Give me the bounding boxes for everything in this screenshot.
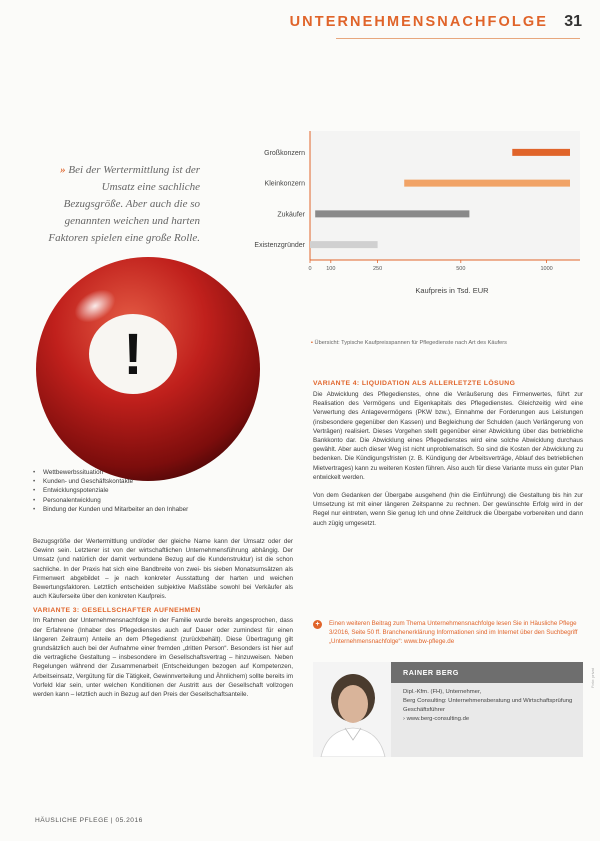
x-tick-label: 1000 (540, 266, 553, 272)
variant3-heading: VARIANTE 3: GESELLSCHAFTER AUFNEHMEN (33, 607, 201, 615)
x-axis-label: Kaufpreis in Tsd. EUR (415, 286, 489, 295)
variant4-paragraph-1: Die Abwicklung des Pflegedienstes, ohne die Veräußerung des Firmenwertes, führt zur Realisation des Vermögens und Eigenkapitals des Pflegedienstes. Gleichzeitig wird eine Verwertung des Anlagevermögens (PKW bzw.), Einnahme der Forderungen aus Leistungen (insbesondere gegenüber den Kassen) und Begleichung der Schulden (auch Verlängerung von Verträgen) realisiert. Dieses Vorgehen stellt gegenüber einer Abwicklung über das betriebliche Bankkonto dar. Die Abwicklung eines Pflegedienstes wird eine solche Abwicklung durchaus gewählt. Aber auch dieser Weg ist nicht unproblematisch. So sind die Kosten der Abwicklung zu bedenken. Die Kündigungsfristen (z. B. Kündigung der Arbeitsverträge, Ablauf des betrieblichen Mietvertrages) kann zu weiteren Kosten führen. Also auch für diese Variante muss ein guter Plan entwickelt werden. (313, 391, 583, 481)
x-tick-label: 250 (373, 266, 383, 272)
list-item: • Personalentwicklung (33, 496, 293, 505)
author-name: RAINER BERG (403, 668, 459, 677)
page-footer: HÄUSLICHE PFLEGE | 05.2016 (35, 817, 143, 824)
category-label: Kleinkonzern (264, 180, 305, 188)
billiard-ball-image (33, 254, 263, 484)
range-bar (512, 149, 570, 156)
photo-credit: Foto: privat (590, 668, 595, 689)
variant4-body (313, 390, 583, 528)
header-divider (336, 38, 580, 39)
category-label: Großkonzern (264, 149, 305, 157)
x-tick-label: 500 (456, 266, 466, 272)
quote-mark: » (60, 164, 66, 176)
range-bar (310, 241, 378, 248)
variant4-heading: VARIANTE 4: LIQUIDATION ALS ALLERLETZTE LÖSUNG (313, 380, 516, 387)
list-item: • Wettbewerbssituation (33, 468, 293, 477)
author-photo (313, 662, 391, 757)
info-text[interactable]: Einen weiteren Beitrag zum Thema Unternehmensnachfolge lesen Sie in Häusliche Pflege 3/2016, Seite 50 ff. Branchenerklärung Informationen sind im Internet über den Suchbegriff „Unternehmensnachfolge“: www.bw-pflege.de (329, 620, 578, 645)
factor-list (33, 468, 293, 514)
section-title: UNTERNEHMENSNACHFOLGE (289, 14, 548, 30)
info-plus-icon: + (313, 620, 322, 629)
author-card (313, 662, 583, 757)
range-bar (404, 180, 570, 187)
price-range-chart (230, 125, 590, 305)
pull-quote (40, 162, 200, 247)
author-details (403, 688, 578, 724)
list-item: • Bindung der Kunden und Mitarbeiter an den Inhaber (33, 505, 293, 514)
list-item: • Entwicklungspotenziale (33, 486, 293, 495)
left-column-text (33, 537, 293, 699)
variant3-paragraph: Im Rahmen der Unternehmensnachfolge in der Familie wurde bereits angesprochen, dass der Erfahrene (Inhaber des Pflegedienstes auch auf Dauer oder zumindest für einen längeren Zeitraum) Anteile an dem Pflegedienst (zurückbehält). Diese Übertragung gilt grundsätzlich auch bei der Aufnahme einer fremden „dritten Person“. Besonders ist hier auf die vertragliche Gestaltung – insbesondere im Gesellschaftsvertrag – hinzuweisen. Neben Regelungen während der Zusammenarbeit (Entscheidungen bezogen auf Kompetenzen, Arbeitseinsatz, Vergütung für die Tätigkeit, Gewinnverteilung und Ähnlichem) sollte bereits im Vorfeld klar sein, unter welchen Konditionen der Austritt aus der Gesellschaft vollzogen werden kann – letztlich auch in Bezug auf den Preis der Gesellschaftsanteile. (33, 617, 293, 699)
page-number: 31 (564, 13, 582, 30)
range-bar (315, 210, 469, 217)
exclamation-icon: ! (123, 322, 143, 387)
author-detail-line: Dipl.-Kfm. (FH), Unternehmer, (403, 689, 482, 695)
author-name-bar (391, 662, 583, 683)
author-detail-line: Berg Consulting: Unternehmensberatung und Wirtschaftsprüfung (403, 698, 573, 704)
caption-icon: ▪ (311, 340, 315, 346)
x-tick-label: 0 (308, 266, 312, 272)
variant4-section (313, 380, 583, 528)
category-label: Existenzgründer (254, 242, 305, 250)
list-item: • Kunden- und Geschäftskontakte (33, 477, 293, 486)
valuation-paragraph: Bezugsgröße der Wertermittlung und/oder der gleiche Name kann der Umsatz oder der Gewinn sein. Letzterer ist von der wirtschaftlichen Unternehmensführung abhängig. Der Umsatz (und natürlich der damit verbundene Bezug auf die Kundenstruktur) ist die schon sachliche. In der Praxis hat sich eine Bandbreite von zwei- bis sieben Monatsumsätzen als Firmenwert abgebildet – je nach konkreter Ausstattung der harten und weichen Bewertungsfaktoren. Letztlich entscheiden subjektive Maßstäbe sowohl bei Verkäufer als auch Käuferseite über den konkreten Kaufpreis. (33, 538, 293, 601)
author-website-link[interactable]: › www.berg-consulting.de (403, 716, 470, 722)
x-tick-label: 100 (326, 266, 336, 272)
author-detail-line: Geschäftsführer (403, 707, 445, 713)
quote-text: Bei der Wertermittlung ist der Umsatz eine sachliche Bezugsgröße. Aber auch die so genannten weichen und harten Faktoren spielen eine große Rolle. (48, 164, 200, 244)
category-label: Zukäufer (277, 211, 305, 219)
variant4-paragraph-2: Von dem Gedanken der Übergabe ausgehend (hin die Einführung) die Gestaltung bis hin zur Umsetzung ist mit einer längeren Zeitspanne zu rechnen. Der gewünschte Erfolg wird in der Regel nur eintreten, wenn Sie genug Ich und ohne Zeitdruck die Übergabe vorbereiten und dann auch zügig umgesetzt. (313, 492, 583, 527)
chart-caption: ▪ Übersicht: Typische Kaufpreisspannen für Pflegedienste nach Art des Käufers (311, 340, 507, 346)
